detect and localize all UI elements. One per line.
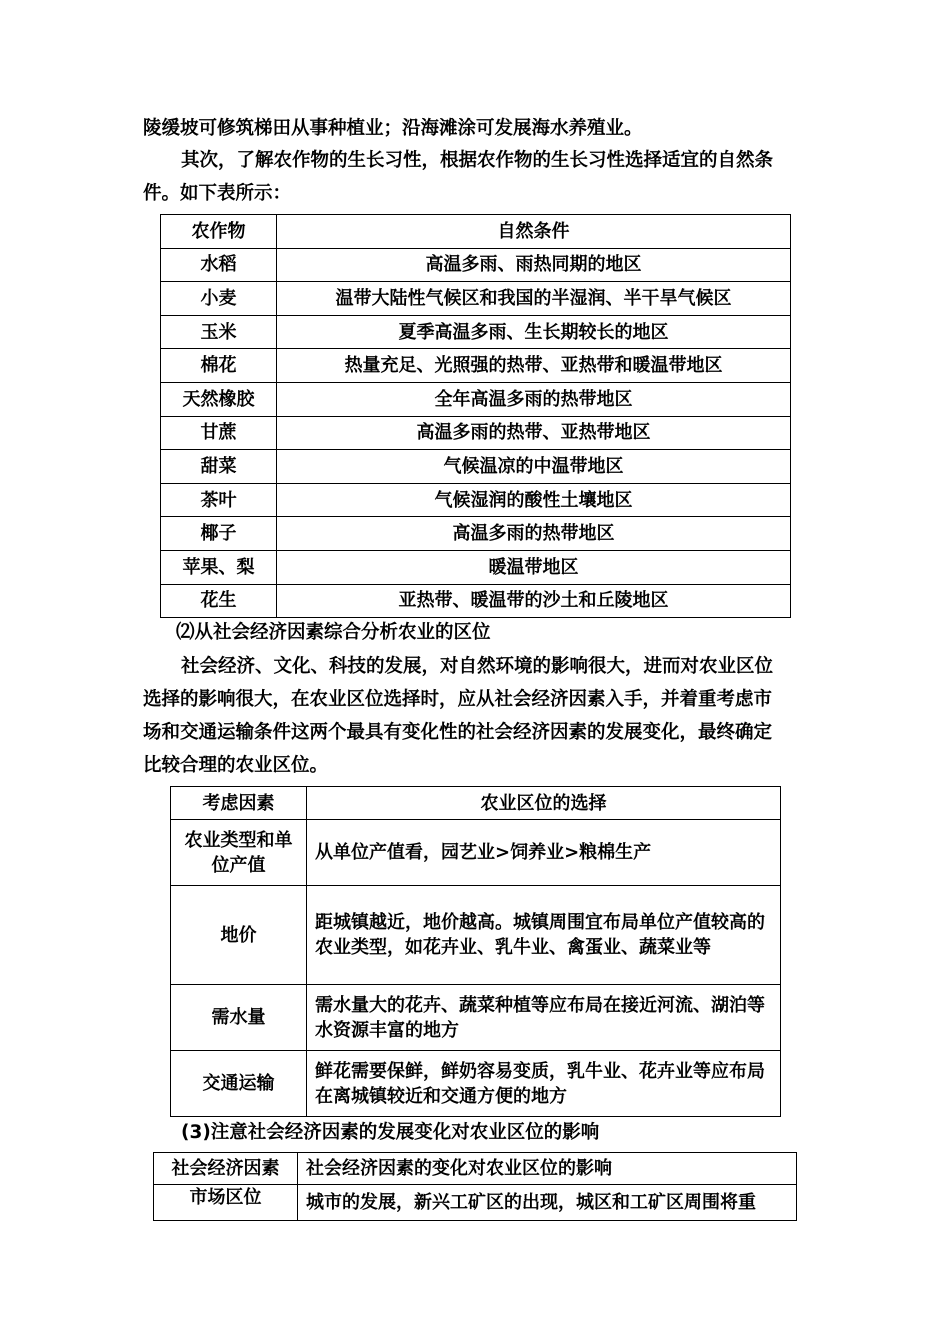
header-cell: 社会经济因素 <box>154 1153 298 1185</box>
table-header-row <box>161 215 791 249</box>
condition-cell: 高温多雨的热带地区 <box>277 517 791 551</box>
condition-cell: 高温多雨的热带、亚热带地区 <box>277 416 791 450</box>
crop-cell: 棉花 <box>161 349 277 383</box>
location-factors-table <box>170 786 781 1117</box>
choice-cell: 距城镇越近，地价越高。城镇周围宜布局单位产值较高的农业类型，如花卉业、乳牛业、禽蛋业、蔬菜业等 <box>307 886 781 985</box>
factor-cell: 市场区位 <box>154 1185 298 1221</box>
table-header-row <box>171 787 781 820</box>
condition-cell: 气候湿润的酸性土壤地区 <box>277 483 791 517</box>
table-row <box>161 282 791 316</box>
section-heading: ⑵从社会经济因素综合分析农业的区位 <box>176 622 491 643</box>
choice-cell: 需水量大的花卉、蔬菜种植等应布局在接近河流、湖泊等水资源丰富的地方 <box>307 985 781 1051</box>
table-row <box>171 1051 781 1117</box>
table-header-row <box>154 1153 797 1185</box>
socioeconomic-change-table <box>153 1152 797 1221</box>
paragraph-line: 件。如下表所示： <box>143 183 292 204</box>
factor-cell: 需水量 <box>171 985 307 1051</box>
crop-cell: 天然橡胶 <box>161 382 277 416</box>
header-cell: 自然条件 <box>277 215 791 249</box>
condition-cell: 热量充足、光照强的热带、亚热带和暖温带地区 <box>277 349 791 383</box>
crop-cell: 花生 <box>161 584 277 618</box>
condition-cell: 夏季高温多雨、生长期较长的地区 <box>277 315 791 349</box>
table-row <box>171 985 781 1051</box>
paragraph-line: 比较合理的农业区位。 <box>143 755 329 776</box>
paragraph-line: 场和交通运输条件这两个最具有变化性的社会经济因素的发展变化，最终确定 <box>143 722 773 743</box>
crop-cell: 甜菜 <box>161 450 277 484</box>
crop-cell: 椰子 <box>161 517 277 551</box>
condition-cell: 高温多雨、雨热同期的地区 <box>277 248 791 282</box>
header-cell: 农作物 <box>161 215 277 249</box>
table-row <box>161 349 791 383</box>
condition-cell: 气候温凉的中温带地区 <box>277 450 791 484</box>
paragraph-line: 陵缓坡可修筑梯田从事种植业；沿海滩涂可发展海水养殖业。 <box>143 118 643 139</box>
header-cell: 农业区位的选择 <box>307 787 781 820</box>
table-row <box>161 450 791 484</box>
crop-cell: 甘蔗 <box>161 416 277 450</box>
table-row <box>171 820 781 886</box>
table-row <box>161 550 791 584</box>
table-row <box>161 584 791 618</box>
choice-cell: 鲜花需要保鲜，鲜奶容易变质，乳牛业、花卉业等应布局在离城镇较近和交通方便的地方 <box>307 1051 781 1117</box>
section-heading: (3)注意社会经济因素的发展变化对农业区位的影响 <box>181 1122 600 1143</box>
table-row <box>161 483 791 517</box>
choice-cell: 从单位产值看，园艺业>饲养业>粮棉生产 <box>307 820 781 886</box>
table-row <box>171 886 781 985</box>
factor-cell: 交通运输 <box>171 1051 307 1117</box>
table-row <box>161 315 791 349</box>
condition-cell: 全年高温多雨的热带地区 <box>277 382 791 416</box>
crop-conditions-table <box>160 214 791 618</box>
crop-cell: 苹果、梨 <box>161 550 277 584</box>
crop-cell: 水稻 <box>161 248 277 282</box>
crop-cell: 小麦 <box>161 282 277 316</box>
condition-cell: 亚热带、暖温带的沙土和丘陵地区 <box>277 584 791 618</box>
condition-cell: 温带大陆性气候区和我国的半湿润、半干旱气候区 <box>277 282 791 316</box>
crop-cell: 玉米 <box>161 315 277 349</box>
table-row <box>161 248 791 282</box>
table-row <box>161 517 791 551</box>
paragraph-line: 社会经济、文化、科技的发展，对自然环境的影响很大，进而对农业区位 <box>181 656 774 677</box>
crop-cell: 茶叶 <box>161 483 277 517</box>
factor-cell: 地价 <box>171 886 307 985</box>
factor-cell: 农业类型和单位产值 <box>171 820 307 886</box>
impact-cell: 城市的发展，新兴工矿区的出现，城区和工矿区周围将重 <box>298 1185 797 1221</box>
table-row <box>154 1185 797 1221</box>
header-cell: 社会经济因素的变化对农业区位的影响 <box>298 1153 797 1185</box>
condition-cell: 暖温带地区 <box>277 550 791 584</box>
paragraph-line: 其次，了解农作物的生长习性，根据农作物的生长习性选择适宜的自然条 <box>181 150 774 171</box>
paragraph-line: 选择的影响很大，在农业区位选择时，应从社会经济因素入手，并着重考虑市 <box>143 689 773 710</box>
header-cell: 考虑因素 <box>171 787 307 820</box>
table-row <box>161 382 791 416</box>
table-row <box>161 416 791 450</box>
